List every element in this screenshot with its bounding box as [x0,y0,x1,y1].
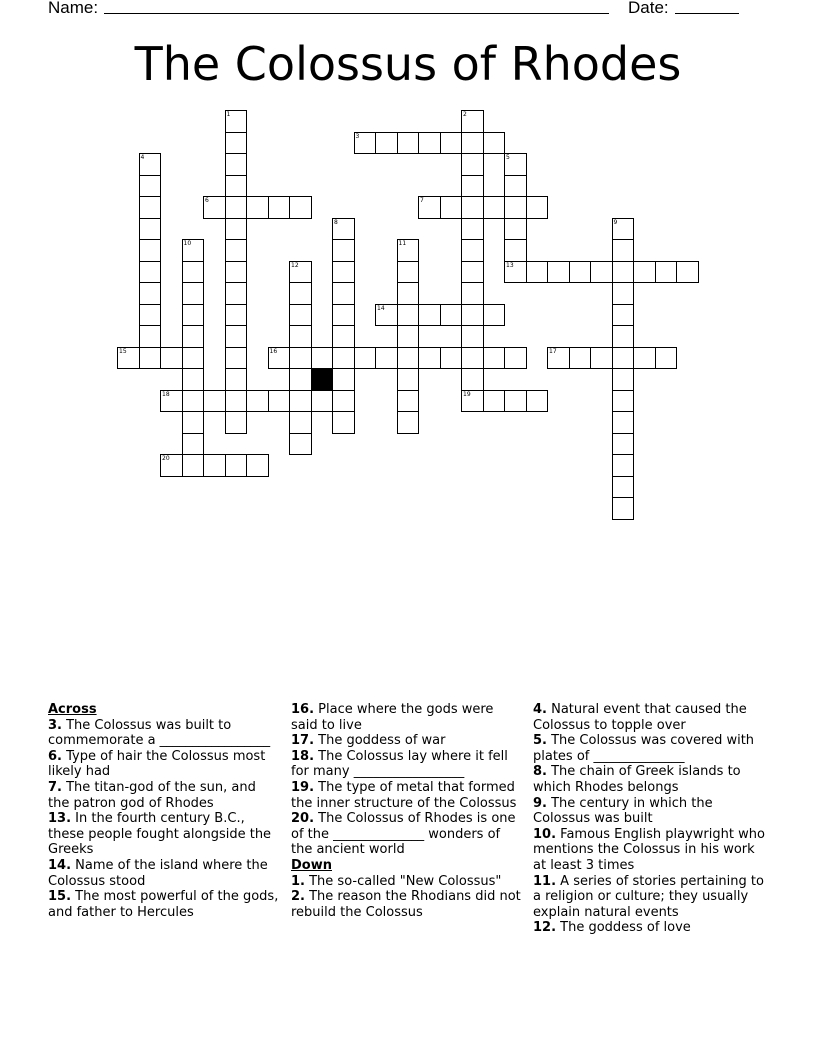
clue-number-label: 19 [463,390,471,398]
page-title: The Colossus of Rhodes [134,37,682,91]
grid-cell[interactable] [590,347,613,370]
grid-cell[interactable] [225,325,248,348]
grid-cell[interactable] [225,218,248,241]
clue-text: The most powerful of the gods, and father to Hercules [48,889,279,920]
grid-cell[interactable] [332,304,355,327]
grid-cell[interactable] [289,411,312,434]
grid-cell[interactable] [182,454,205,477]
grid-cell[interactable] [397,325,420,348]
grid-cell[interactable] [612,476,635,499]
grid-cell[interactable] [160,454,183,477]
grid-cell[interactable] [461,282,484,305]
clue-text: Place where the gods were said to live [291,702,494,733]
grid-cell[interactable] [504,153,527,176]
clue-item [48,749,280,780]
grid-cell[interactable] [375,304,398,327]
grid-cell[interactable] [225,132,248,155]
grid-cell[interactable] [504,261,527,284]
grid-cell[interactable] [246,454,269,477]
grid-cell[interactable] [633,347,656,370]
grid-cell[interactable] [354,132,377,155]
clue-item [291,702,523,733]
grid-cell[interactable] [332,390,355,413]
grid-cell[interactable] [461,196,484,219]
clue-number-label: 10 [183,240,192,247]
grid-cell[interactable] [203,390,226,413]
grid-cell[interactable] [397,411,420,434]
grid-cell[interactable] [483,132,506,155]
grid-cell[interactable] [483,347,506,370]
clue-item [533,920,768,936]
grid-cell[interactable] [225,454,248,477]
grid-cell[interactable] [289,304,312,327]
grid-cell[interactable] [526,390,549,413]
grid-cell[interactable] [332,261,355,284]
grid-cell[interactable] [139,153,162,176]
grid-cell[interactable] [418,347,441,370]
clue-number: 6. [48,748,62,764]
clue-number-label: 20 [162,455,170,462]
clue-text: The Colossus of Rhodes is one of the ______________ wonders of the ancient world [291,811,516,858]
grid-cell[interactable] [504,239,527,262]
grid-cell[interactable] [182,261,205,284]
down-heading: Down [291,857,332,873]
grid-cell[interactable] [225,390,248,413]
grid-cell[interactable] [526,261,549,284]
grid-cell[interactable] [461,110,484,133]
clue-item [533,796,768,827]
grid-cell[interactable] [440,196,463,219]
grid-cell[interactable] [139,175,162,198]
grid-cell[interactable] [418,132,441,155]
grid-cell[interactable] [182,390,205,413]
grid-cell[interactable] [504,390,527,413]
grid-cell[interactable] [418,304,441,327]
grid-cell[interactable] [203,196,226,219]
clue-text: Type of hair the Colossus most likely had [48,748,266,780]
grid-cell[interactable] [311,347,334,370]
grid-cell[interactable] [440,304,463,327]
clue-text: The so-called "New Colossus" [304,873,502,889]
grid-cell[interactable] [225,411,248,434]
grid-cell[interactable] [332,239,355,262]
grid-cell[interactable] [332,368,355,391]
grid-cell[interactable] [676,261,699,284]
grid-cell[interactable] [225,110,248,133]
grid-cell[interactable] [612,411,635,434]
grid-cell[interactable] [633,261,656,284]
grid-cell[interactable] [289,433,312,456]
grid-cell[interactable] [246,196,269,219]
grid-cell[interactable] [397,304,420,327]
grid-cell[interactable] [332,218,355,241]
clue-text: A series of stories pertaining to a religion or culture; they usually explain natural events [533,873,764,920]
clue-number: 3. [48,717,62,733]
grid-cell[interactable] [160,347,183,370]
clue-text: The Colossus lay where it fell for many _________________ [291,748,508,780]
grid-cell[interactable] [461,261,484,284]
grid-cell[interactable] [289,390,312,413]
grid-cell[interactable] [160,390,183,413]
clue-number: 13. [48,811,72,827]
clue-number: 11. [533,873,557,889]
clues-column-1 [48,702,280,920]
grid-cell[interactable] [440,347,463,370]
grid-cell[interactable] [139,196,162,219]
clue-item [291,874,523,890]
grid-cell[interactable] [332,347,355,370]
grid-cell[interactable] [547,347,570,370]
clue-number: 9. [533,795,547,811]
clue-number-label: 12 [291,261,299,269]
grid-cell[interactable] [182,433,205,456]
clue-text: Famous English playwright who mentions the Colossus in his work at least 3 times [533,826,765,873]
grid-cell[interactable] [117,347,140,370]
clue-item [48,780,280,811]
clue-number-label: 16 [269,347,278,355]
grid-cell[interactable] [182,304,205,327]
clue-text: Natural event that caused the Colossus to topple over [533,702,747,733]
clue-item [48,858,280,889]
black-square [311,369,332,390]
grid-cell[interactable] [203,454,226,477]
grid-cell[interactable] [139,304,162,327]
clue-item [533,827,768,874]
clue-number: 14. [48,857,72,873]
clue-text: The Colossus was built to commemorate a _________________ [48,717,271,749]
clue-item [48,811,280,858]
grid-cell[interactable] [612,304,635,327]
clue-number-label: 2 [463,111,467,118]
grid-cell[interactable] [332,411,355,434]
clue-number: 2. [291,889,305,905]
grid-cell[interactable] [461,347,484,370]
clue-item [48,889,280,920]
grid-cell[interactable] [139,325,162,348]
grid-cell[interactable] [461,175,484,198]
grid-cell[interactable] [504,347,527,370]
grid-cell[interactable] [397,282,420,305]
grid-cell[interactable] [289,282,312,305]
grid-cell[interactable] [139,261,162,284]
grid-cell[interactable] [182,347,205,370]
clue-item [291,780,523,811]
clue-number-label: 17 [549,347,557,355]
grid-cell[interactable] [311,390,334,413]
clue-number: 17. [291,733,315,749]
grid-cell[interactable] [397,132,420,155]
clue-number-label: 18 [162,390,170,398]
grid-cell[interactable] [461,304,484,327]
grid-cell[interactable] [225,261,248,284]
clue-text: In the fourth century B.C., these people fought alongside the Greeks [48,811,272,858]
clue-item [291,733,523,749]
grid-cell[interactable] [504,218,527,241]
clue-number: 15. [48,889,72,905]
grid-cell[interactable] [225,282,248,305]
clue-number-label: 11 [398,240,407,247]
grid-cell[interactable] [612,239,635,262]
grid-cell[interactable] [182,239,205,262]
grid-cell[interactable] [268,196,291,219]
grid-cell[interactable] [139,218,162,241]
grid-cell[interactable] [504,175,527,198]
grid-cell[interactable] [612,390,635,413]
grid-cell[interactable] [612,497,635,520]
grid-cell[interactable] [268,390,291,413]
grid-cell[interactable] [526,196,549,219]
grid-cell[interactable] [655,347,678,370]
grid-cell[interactable] [397,390,420,413]
grid-cell[interactable] [289,196,312,219]
grid-cell[interactable] [354,347,377,370]
clue-text: The reason the Rhodians did not rebuild the Colossus [291,889,521,920]
clues-column-2 [291,702,523,920]
clue-text: The goddess of love [556,920,691,936]
clue-text: The century in which the Colossus was built [533,795,713,827]
grid-cell[interactable] [182,368,205,391]
grid-cell[interactable] [289,261,312,284]
clue-number: 10. [533,826,557,842]
across-clue-list [48,718,280,921]
clue-item [48,718,280,749]
grid-cell[interactable] [139,347,162,370]
clue-number-label: 8 [334,218,338,226]
grid-cell[interactable] [418,196,441,219]
grid-cell[interactable] [440,132,463,155]
across-clue-list-continued [291,702,523,858]
grid-cell[interactable] [225,175,248,198]
grid-cell[interactable] [612,347,635,370]
grid-cell[interactable] [461,218,484,241]
across-heading: Across [48,702,97,717]
clue-item [533,764,768,795]
clue-number-label: 7 [420,197,424,204]
grid-cell[interactable] [289,325,312,348]
grid-cell[interactable] [569,261,592,284]
clue-text: The goddess of war [314,733,446,749]
grid-cell[interactable] [461,325,484,348]
clue-number-label: 15 [119,347,127,355]
clue-text: The titan-god of the sun, and the patron god of Rhodes [48,779,256,811]
grid-cell[interactable] [461,368,484,391]
grid-cell[interactable] [397,261,420,284]
down-clue-list [291,874,523,921]
grid-cell[interactable] [612,218,635,241]
grid-cell[interactable] [547,261,570,284]
clue-item [533,733,768,764]
down-clue-list-continued [533,702,768,936]
clue-number-label: 1 [226,111,231,118]
clues-column-3 [533,702,768,936]
grid-cell[interactable] [332,282,355,305]
name-label: Name: [48,0,99,17]
grid-cell[interactable] [225,196,248,219]
grid-cell[interactable] [225,304,248,327]
grid-cell[interactable] [397,347,420,370]
clue-number-label: 3 [355,132,360,140]
clue-number-label: 13 [506,261,514,269]
date-label: Date: [628,0,669,17]
grid-cell[interactable] [182,411,205,434]
grid-cell[interactable] [139,239,162,262]
grid-cell[interactable] [483,390,506,413]
clue-number: 5. [533,733,547,749]
grid-cell[interactable] [225,347,248,370]
clue-number: 1. [291,873,305,889]
clue-item [291,889,523,920]
grid-cell[interactable] [612,433,635,456]
clue-number-label: 4 [140,154,145,161]
clue-text: The chain of Greek islands to which Rhodes belongs [533,764,741,795]
grid-cell[interactable] [612,261,635,284]
clue-number-label: 9 [613,218,618,226]
clue-number: 19. [291,779,315,795]
clue-number: 4. [533,702,547,717]
grid-cell[interactable] [268,347,291,370]
grid-cell[interactable] [483,196,506,219]
clue-item [291,749,523,780]
grid-cell[interactable] [483,304,506,327]
grid-cell[interactable] [375,132,398,155]
grid-cell[interactable] [332,325,355,348]
grid-cell[interactable] [504,196,527,219]
clue-item [291,811,523,858]
grid-cell[interactable] [225,239,248,262]
clue-text: The type of metal that formed the inner structure of the Colossus [291,779,517,811]
clue-number: 8. [533,764,547,780]
grid-cell[interactable] [246,390,269,413]
grid-cell[interactable] [139,282,162,305]
grid-cell[interactable] [461,132,484,155]
clue-number-label: 6 [205,197,209,204]
grid-cell[interactable] [397,239,420,262]
clue-number: 16. [291,702,315,717]
grid-cell[interactable] [612,325,635,348]
grid-cell[interactable] [289,347,312,370]
grid-cell[interactable] [225,153,248,176]
grid-cell[interactable] [655,261,678,284]
clue-number: 20. [291,811,315,827]
grid-cell[interactable] [375,347,398,370]
grid-cell[interactable] [590,261,613,284]
clue-item [533,702,768,733]
grid-cell[interactable] [461,239,484,262]
grid-cell[interactable] [182,325,205,348]
grid-cell[interactable] [461,153,484,176]
clue-text: The Colossus was covered with plates of ______________ [533,733,755,764]
grid-cell[interactable] [397,368,420,391]
clue-number-label: 14 [377,304,385,312]
clue-item [533,874,768,921]
clue-number: 18. [291,748,315,764]
grid-cell[interactable] [612,454,635,477]
grid-cell[interactable] [569,347,592,370]
clue-text: Name of the island where the Colossus stood [48,857,268,889]
clue-number: 12. [533,920,557,936]
grid-cell[interactable] [289,368,312,391]
grid-cell[interactable] [612,282,635,305]
clue-number-label: 5 [506,154,510,161]
clue-number: 7. [48,779,62,795]
grid-cell[interactable] [225,368,248,391]
grid-cell[interactable] [461,390,484,413]
grid-cell[interactable] [612,368,635,391]
grid-cell[interactable] [182,282,205,305]
